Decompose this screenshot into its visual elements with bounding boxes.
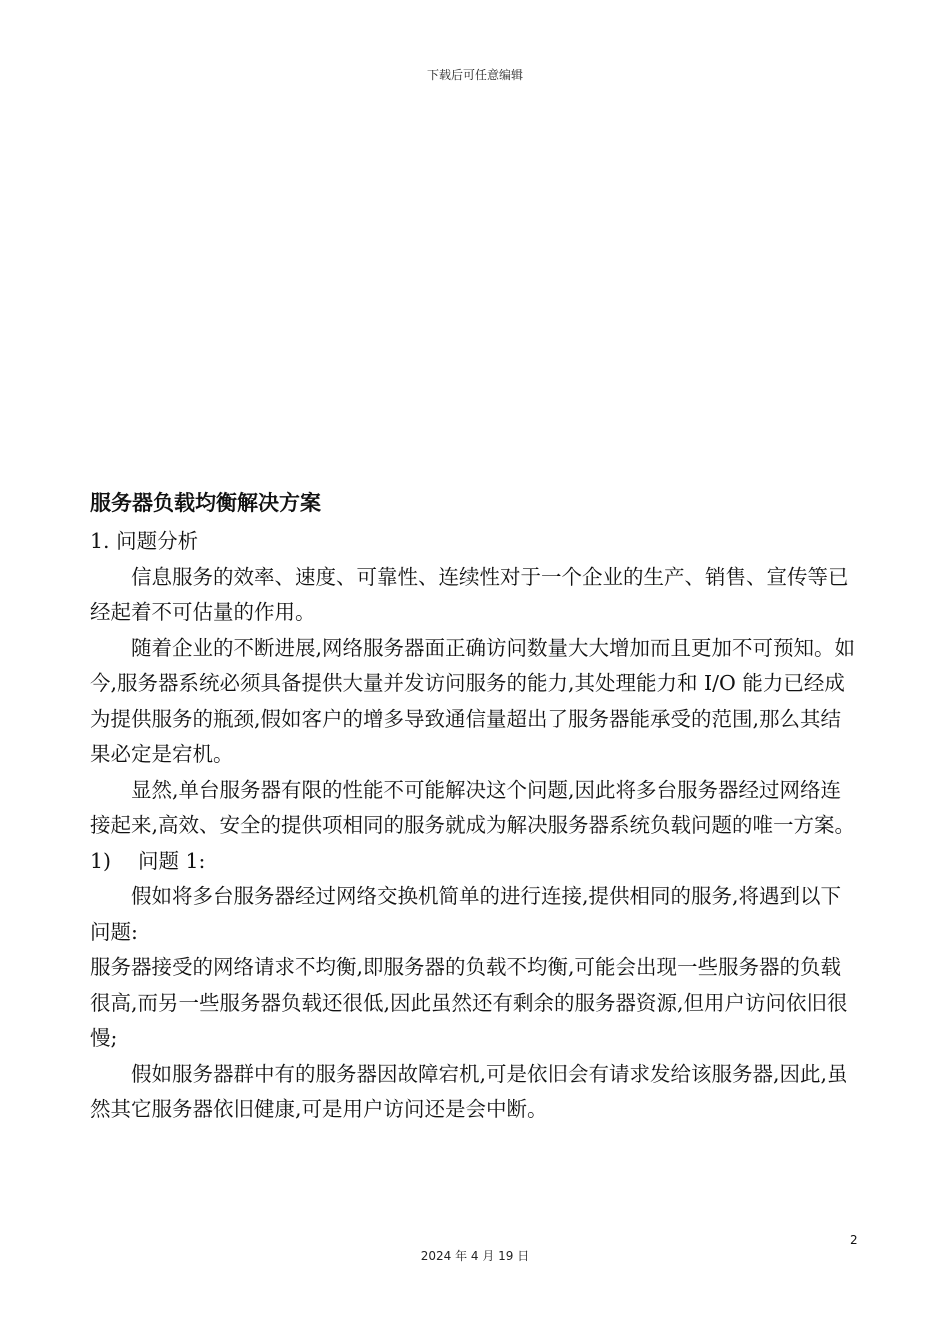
paragraph: 随着企业的不断进展,网络服务器面正确访问数量大大增加而且更加不可预知。如今,服务器系统必须具备提供大量并发访问服务的能力,其处理能力和 I/O 能力已经成为提供服务的瓶颈,假如客户的增多导致通信量超出了服务器能承受的范围,那么其结果必定是宕机。 bbox=[90, 635, 856, 766]
page-footer-date: 2024 年 4 月 19 日 bbox=[420, 1249, 530, 1263]
page-header: 下载后可任意编辑 bbox=[426, 68, 523, 82]
paragraph: 服务器接受的网络请求不均衡,即服务器的负载不均衡,可能会出现一些服务器的负载很高,而另一些服务器负载还很低,因此虽然还有剩余的服务器资源,但用户访问依旧很慢; bbox=[90, 955, 848, 1050]
document-body bbox=[90, 486, 860, 1128]
paragraph: 假如服务器群中有的服务器因故障宕机,可是依旧会有请求发给该服务器,因此,虽然其它服务器依旧健康,可是用户访问还是会中断。 bbox=[90, 1061, 848, 1121]
list-item bbox=[90, 844, 860, 880]
paragraph: 信息服务的效率、速度、可靠性、连续性对于一个企业的生产、销售、宣传等已经起着不可估量的作用。 bbox=[90, 564, 849, 624]
document-title: 服务器负载均衡解决方案 bbox=[90, 491, 321, 515]
paragraph: 显然,单台服务器有限的性能不可能解决这个问题,因此将多台服务器经过网络连接起来,高效、安全的提供项相同的服务就成为解决服务器系统负载问题的唯一方案。 bbox=[90, 777, 856, 837]
section-heading: 1. 问题分析 bbox=[90, 529, 199, 553]
list-item-number: 1) bbox=[90, 848, 112, 873]
page-number: 2 bbox=[850, 1233, 858, 1247]
paragraph: 假如将多台服务器经过网络交换机简单的进行连接,提供相同的服务,将遇到以下问题: bbox=[90, 884, 842, 944]
list-item-text: 问题 1: bbox=[138, 848, 206, 873]
